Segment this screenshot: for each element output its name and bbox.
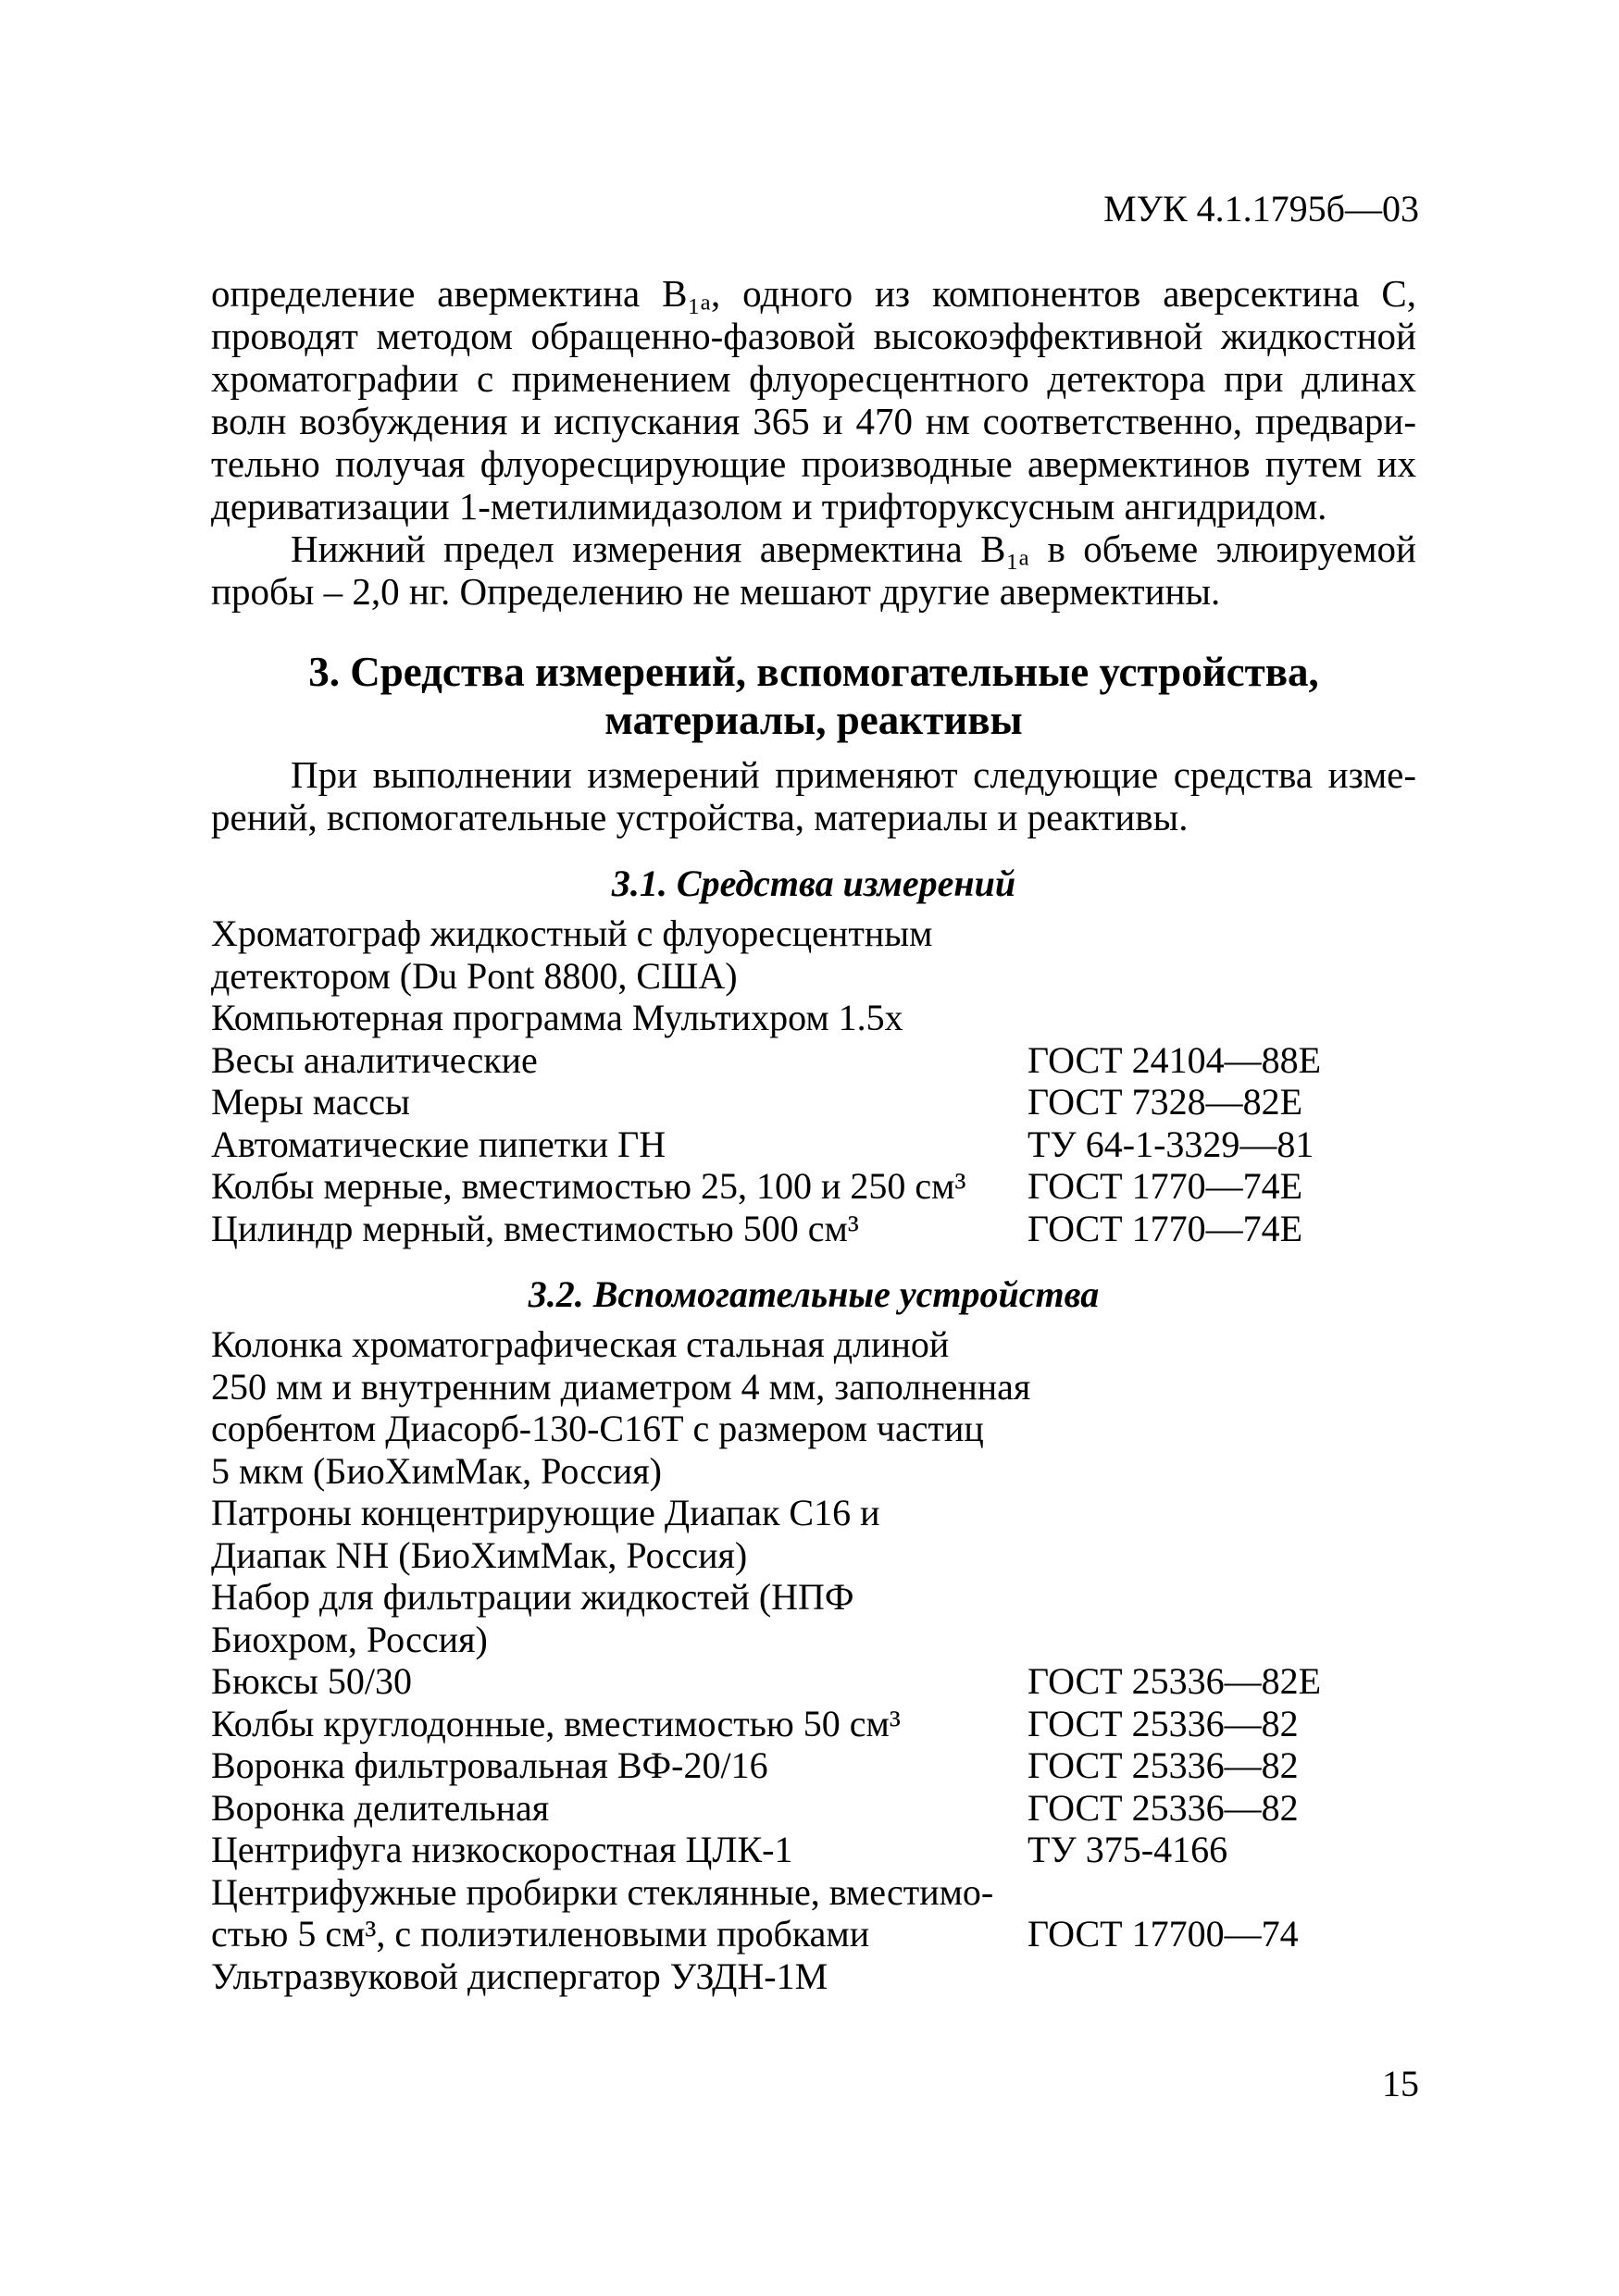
item-name-line: Диапак NH (БиоХимМак, Россия) bbox=[211, 1533, 748, 1576]
item-name-line: Автоматические пипетки ГН bbox=[211, 1123, 666, 1165]
item-standard: ТУ 375-4166 bbox=[1027, 1829, 1228, 1870]
item-name bbox=[211, 1123, 1027, 1166]
section-title-line: материалы, реактивы bbox=[604, 697, 1023, 743]
item-name bbox=[211, 1744, 1027, 1787]
list-item bbox=[211, 1744, 1416, 1787]
item-name bbox=[211, 1703, 1027, 1745]
list-item bbox=[211, 1787, 1416, 1830]
item-name-line: Биохром, Россия) bbox=[211, 1618, 488, 1660]
page-number: 15 bbox=[1382, 2063, 1419, 2104]
document-code-header: МУК 4.1.1795б—03 bbox=[1103, 188, 1419, 230]
item-standard: ГОСТ 25336—82 bbox=[1027, 1744, 1299, 1786]
item-name-line: Весы аналитические bbox=[211, 1038, 538, 1081]
page-body bbox=[211, 272, 1416, 1997]
list-item bbox=[211, 1081, 1416, 1123]
list-item bbox=[211, 1123, 1416, 1166]
item-name-line: сорбентом Диасорб-130-С16Т с размером частиц bbox=[211, 1408, 984, 1449]
item-name-line: Колбы круглодонные, вместимостью 50 см³ bbox=[211, 1702, 901, 1744]
text-line: хроматографии с применением флуоресцентного детектора при длинах bbox=[211, 357, 1416, 400]
item-name bbox=[211, 1871, 1027, 1955]
item-standard: ГОСТ 7328—82Е bbox=[1027, 1081, 1303, 1123]
item-name-line: Колонка хроматографическая стальная длиной bbox=[211, 1323, 950, 1365]
text-line: Нижний предел измерения авермектина B₁ₐ в объеме элюируемой bbox=[291, 527, 1416, 570]
item-name-line: Центрифуга низкоскоростная ЦЛК-1 bbox=[211, 1829, 793, 1870]
section-3-title bbox=[211, 648, 1416, 744]
list-item bbox=[211, 1576, 1416, 1660]
item-name-line: Цилиндр мерный, вместимостью 500 см³ bbox=[211, 1207, 859, 1249]
subsection-3-2-title: 3.2. Вспомогательные устройства bbox=[528, 1273, 1100, 1315]
list-item bbox=[211, 1955, 1416, 1998]
list-item bbox=[211, 1492, 1416, 1576]
item-name bbox=[211, 912, 1027, 997]
item-standard: ГОСТ 25336—82 bbox=[1027, 1786, 1299, 1829]
item-name bbox=[211, 1039, 1027, 1082]
section-3-intro bbox=[211, 753, 1416, 838]
text-line: рений, вспомогательные устройства, материалы и реактивы. bbox=[211, 796, 1189, 838]
item-name-line: Меры массы bbox=[211, 1081, 410, 1123]
list-item bbox=[211, 1039, 1416, 1082]
item-name-line: Патроны концентрирующие Диапак С16 и bbox=[211, 1492, 880, 1533]
measuring-instruments-list bbox=[211, 912, 1416, 1249]
item-name-line: Колбы мерные, вместимостью 25, 100 и 250 см³ bbox=[211, 1165, 966, 1207]
item-name bbox=[211, 1829, 1027, 1871]
list-item bbox=[211, 912, 1416, 997]
item-name bbox=[211, 997, 1027, 1039]
item-name-line: 5 мкм (БиоХимМак, Россия) bbox=[211, 1449, 662, 1492]
text-line: проводят методом обращенно-фазовой высокоэффективной жидкостной bbox=[211, 315, 1416, 357]
item-standard: ГОСТ 17700—74 bbox=[1027, 1913, 1299, 1955]
auxiliary-devices-list bbox=[211, 1323, 1416, 1997]
item-name-line: стью 5 см³, с полиэтиленовыми пробками bbox=[211, 1913, 870, 1955]
item-standard: ГОСТ 25336—82Е bbox=[1027, 1660, 1322, 1702]
list-item bbox=[211, 997, 1416, 1039]
item-standard: ГОСТ 1770—74Е bbox=[1027, 1165, 1303, 1207]
text-line: дериватизации 1-метилимидазолом и трифторуксусным ангидридом. bbox=[211, 485, 1327, 527]
item-standard: ГОСТ 25336—82 bbox=[1027, 1702, 1299, 1744]
item-standard: ГОСТ 1770—74Е bbox=[1027, 1207, 1303, 1249]
item-name-line: детектором (Du Pont 8800, США) bbox=[211, 954, 738, 997]
item-name bbox=[211, 1955, 1027, 1998]
item-name bbox=[211, 1323, 1031, 1492]
item-name bbox=[211, 1492, 1027, 1576]
item-name-line: Компьютерная программа Мультихром 1.5x bbox=[211, 997, 903, 1038]
list-item bbox=[211, 1208, 1416, 1250]
item-name-line: Ультразвуковой диспергатор УЗДН-1М bbox=[211, 1955, 828, 1997]
item-name bbox=[211, 1208, 1027, 1250]
list-item bbox=[211, 1323, 1416, 1492]
section-title-line: 3. Средства измерений, вспомогательные устройства, bbox=[308, 649, 1319, 695]
subsection-3-1-title: 3.1. Средства измерений bbox=[611, 863, 1016, 904]
list-item bbox=[211, 1703, 1416, 1745]
item-name-line: Центрифужные пробирки стеклянные, вместимо- bbox=[211, 1870, 994, 1913]
item-name-line: Воронка делительная bbox=[211, 1786, 550, 1829]
list-item bbox=[211, 1829, 1416, 1871]
item-name-line: 250 мм и внутренним диаметром 4 мм, заполненная bbox=[211, 1365, 1031, 1408]
item-name bbox=[211, 1576, 1027, 1660]
item-name bbox=[211, 1660, 1027, 1703]
item-name-line: Набор для фильтрации жидкостей (НПФ bbox=[211, 1576, 854, 1618]
list-item bbox=[211, 1660, 1416, 1703]
item-standard: ГОСТ 24104—88Е bbox=[1027, 1038, 1322, 1081]
item-name-line: Хроматограф жидкостный с флуоресцентным bbox=[211, 912, 933, 954]
text-line: тельно получая флуоресцирующие производные авермектинов путем их bbox=[211, 442, 1416, 485]
list-item bbox=[211, 1165, 1416, 1208]
item-standard: ТУ 64-1-3329—81 bbox=[1027, 1123, 1314, 1165]
method-intro-paragraph bbox=[211, 272, 1416, 527]
item-name bbox=[211, 1081, 1027, 1123]
item-name-line: Бюксы 50/30 bbox=[211, 1660, 413, 1702]
text-line: пробы – 2,0 нг. Определению не мешают другие авермектины. bbox=[211, 570, 1221, 613]
text-line: определение авермектина B₁ₐ, одного из компонентов аверсектина С, bbox=[211, 272, 1416, 315]
item-name-line: Воронка фильтровальная ВФ-20/16 bbox=[211, 1744, 768, 1786]
detection-limit-paragraph bbox=[211, 527, 1416, 613]
item-name bbox=[211, 1787, 1027, 1830]
text-line: При выполнении измерений применяют следующие средства изме- bbox=[291, 753, 1416, 796]
item-name bbox=[211, 1165, 1027, 1208]
text-line: волн возбуждения и испускания 365 и 470 нм соответственно, предвари- bbox=[211, 400, 1416, 442]
list-item bbox=[211, 1871, 1416, 1955]
